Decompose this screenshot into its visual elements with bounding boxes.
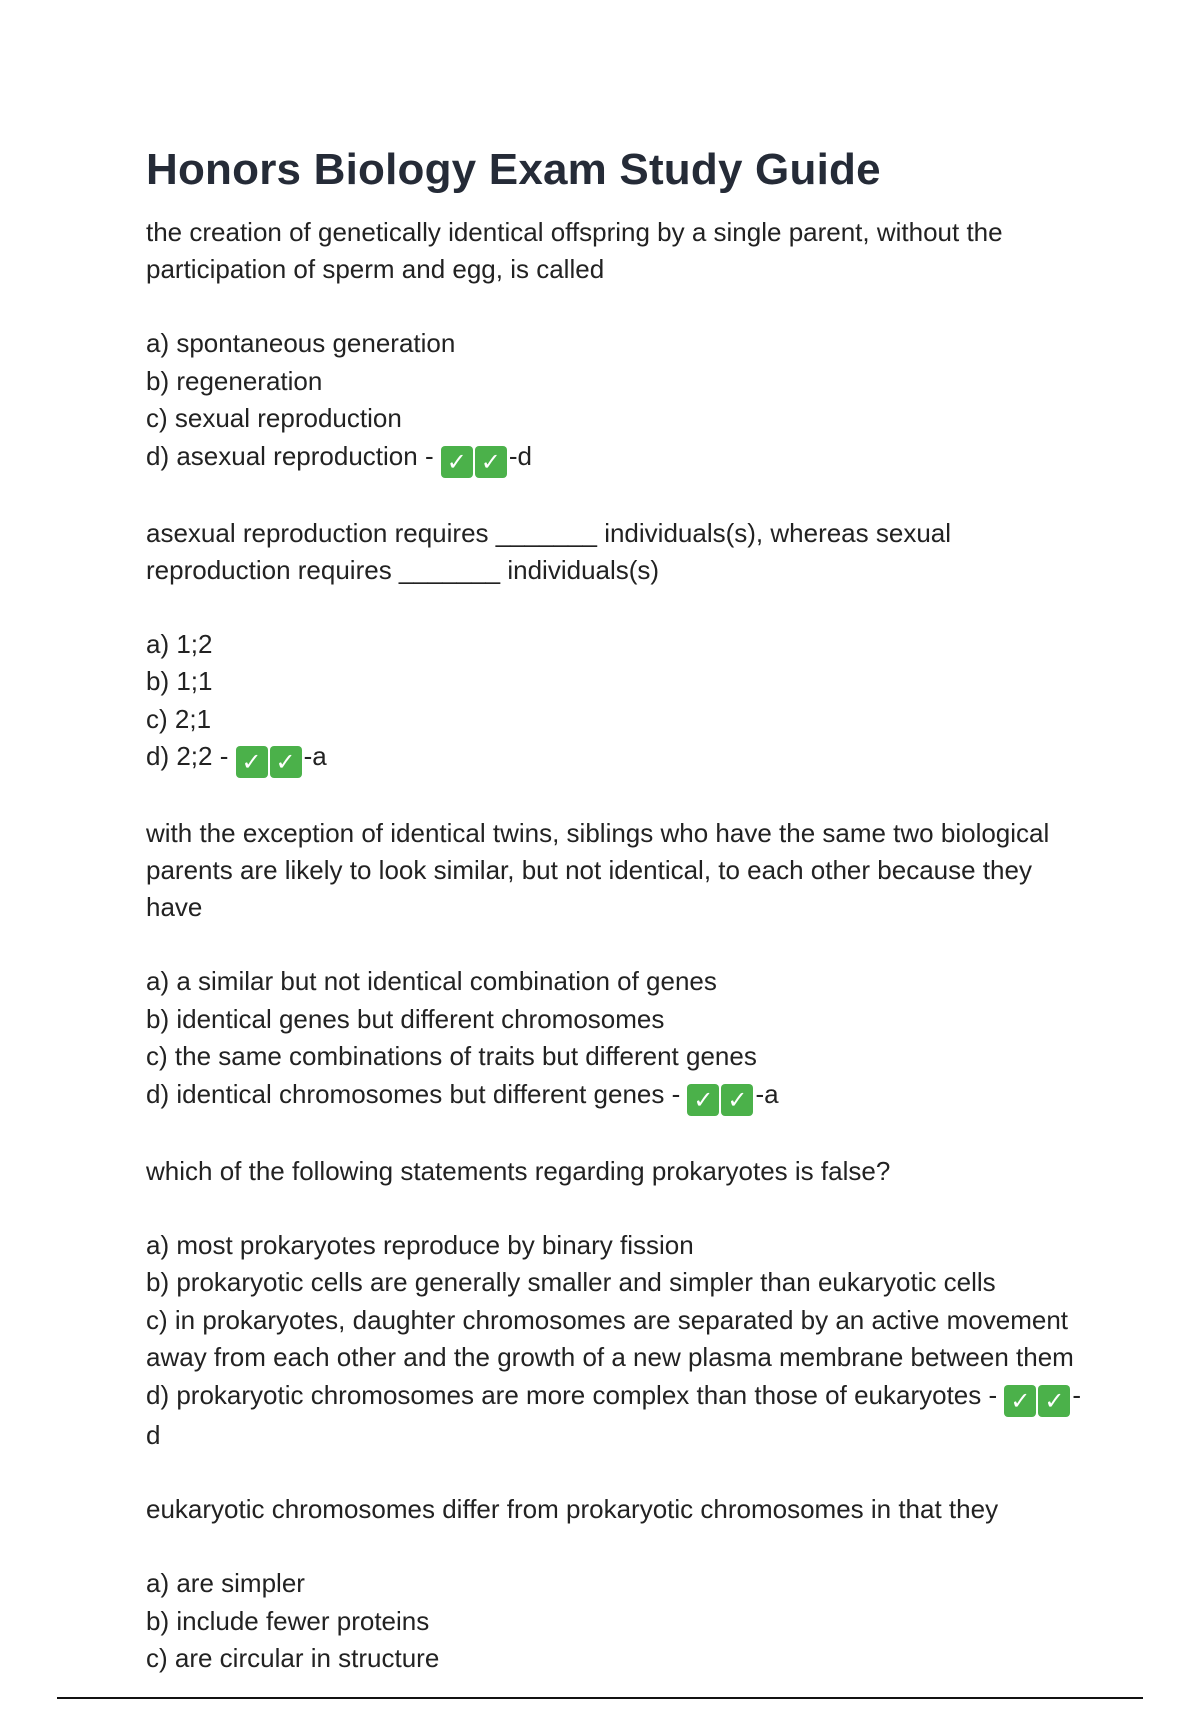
option-a: a) 1;2	[146, 628, 213, 659]
answer-label: -a	[755, 1078, 779, 1109]
option-d-text: d) 2;2 -	[146, 741, 236, 771]
page-bottom-rule	[57, 1697, 1143, 1699]
option-a: a) spontaneous generation	[146, 328, 456, 358]
question-text: eukaryotic chromosomes differ from prokaryotic chromosomes in that they	[146, 1494, 999, 1524]
options-list	[146, 963, 1086, 1116]
option-c: c) in prokaryotes, daughter chromosomes are separated by an active movement away from each other and the growth of a new plasma membrane between them	[146, 1304, 1074, 1372]
question-2	[146, 515, 1086, 779]
option-b: b) include fewer proteins	[146, 1605, 430, 1636]
check-mark-icon: ✓	[475, 446, 507, 478]
options-list	[146, 1227, 1086, 1455]
check-mark-icon: ✓	[1004, 1385, 1036, 1417]
option-a: a) a similar but not identical combination of genes	[146, 966, 717, 996]
option-d-answer	[146, 1377, 1086, 1455]
option-d-answer	[146, 438, 1086, 478]
question-1	[146, 214, 1086, 478]
options-list	[146, 325, 1086, 478]
option-d-text: d) prokaryotic chromosomes are more complex than those of eukaryotes -	[146, 1379, 1005, 1410]
options-list	[146, 1565, 1086, 1678]
question-text: asexual reproduction requires _______ individuals(s), whereas sexual reproduction requires _______ individuals(s)	[146, 517, 952, 585]
check-mark-icon: ✓	[270, 746, 302, 778]
question-3	[146, 815, 1086, 1116]
option-d-text: d) identical chromosomes but different genes -	[146, 1078, 688, 1109]
option-d-text: d) asexual reproduction -	[146, 440, 441, 471]
option-a: a) are simpler	[146, 1568, 305, 1598]
answer-label: -d	[146, 1379, 1082, 1450]
option-d-answer	[146, 738, 1086, 778]
option-b: b) identical genes but different chromosomes	[146, 1003, 665, 1034]
check-mark-icon: ✓	[441, 446, 473, 478]
option-b: b) prokaryotic cells are generally smaller and simpler than eukaryotic cells	[146, 1267, 996, 1297]
document-page	[146, 140, 1086, 1715]
check-mark-icon: ✓	[236, 746, 268, 778]
option-b: b) regeneration	[146, 365, 323, 396]
check-mark-icon: ✓	[687, 1084, 719, 1116]
answer-label: -a	[303, 741, 327, 771]
option-c: c) 2;1	[146, 703, 212, 734]
option-b: b) 1;1	[146, 666, 213, 696]
answer-label: -d	[508, 440, 532, 471]
check-mark-icon: ✓	[1038, 1385, 1070, 1417]
option-c: c) are circular in structure	[146, 1643, 440, 1673]
question-text: which of the following statements regarding prokaryotes is false?	[146, 1155, 891, 1186]
page-title: Honors Biology Exam Study Guide	[146, 145, 881, 194]
option-d-answer	[146, 1076, 1086, 1116]
option-c: c) sexual reproduction	[146, 403, 402, 433]
question-4	[146, 1153, 1086, 1455]
option-c: c) the same combinations of traits but different genes	[146, 1041, 757, 1071]
question-text: with the exception of identical twins, siblings who have the same two biological parents are likely to look similar, but not identical, to each other because they have	[146, 818, 1050, 922]
options-list	[146, 626, 1086, 779]
question-5	[146, 1491, 1086, 1678]
check-mark-icon: ✓	[721, 1084, 753, 1116]
question-text: the creation of genetically identical offspring by a single parent, without the participation of sperm and egg, is called	[146, 217, 1003, 284]
option-a: a) most prokaryotes reproduce by binary fission	[146, 1229, 694, 1260]
